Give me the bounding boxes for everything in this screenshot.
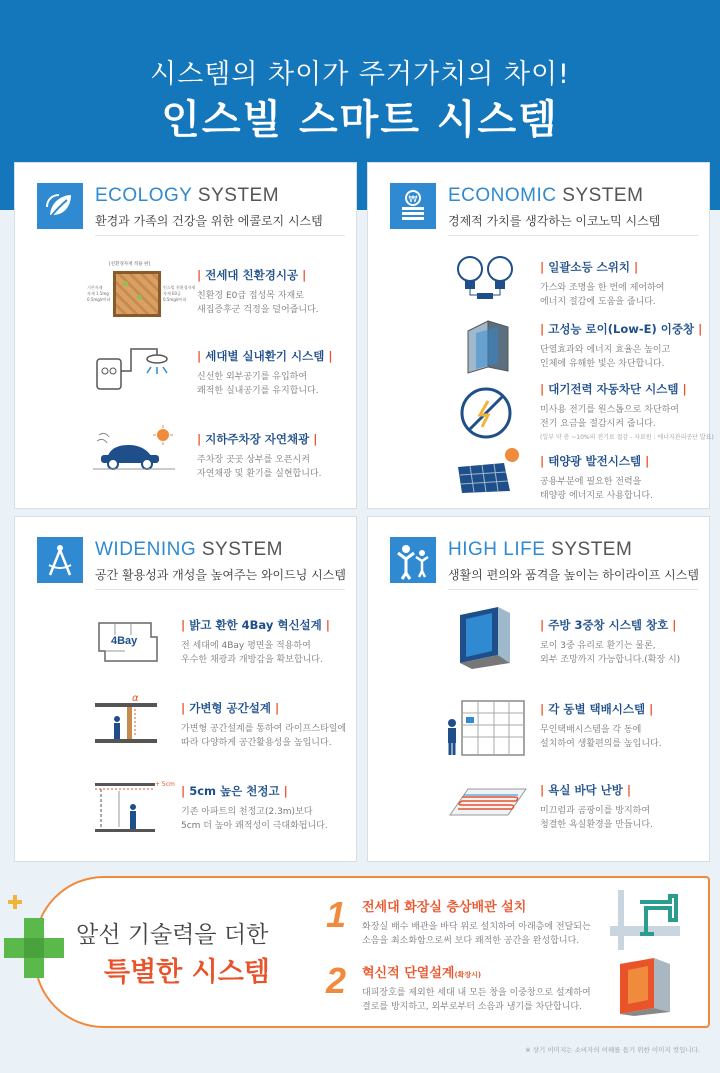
- special-number-2: 2: [326, 960, 347, 1001]
- leaf-icon: [37, 183, 83, 229]
- wide-item-1: | 밝고 환한 4Bay 혁신설계 | 전 세대에 4Bay 평면을 적용하여 우수한 채광과 개방감을 확보합니다.: [181, 618, 330, 665]
- plus-icon: [4, 918, 64, 978]
- card-ecology: [14, 162, 357, 509]
- econ-item-4: | 태양광 발전시스템 | 공용부분에 필요한 전력을 태양광 에너지로 사용합니다.: [540, 454, 653, 501]
- insulation-wall-illustration: [614, 954, 676, 1016]
- variable-space-illustration: α: [93, 695, 159, 747]
- header-title: 인스빌 스마트 시스템: [161, 97, 559, 143]
- divider: [95, 589, 345, 590]
- header-subtitle: 시스템의 차이가 주거가치의 차이!: [150, 59, 570, 90]
- ceiling-height-illustration: + 5cm: [93, 779, 177, 835]
- floor-piping-illustration: [610, 890, 680, 950]
- special-item-2: 혁신적 단열설계(확장시) 대피장호를 제외한 세대 내 모든 창을 이중창으로 설계하여 결로를 방지하고, 외부로부터 소음과 냉기를 차단합니다.: [362, 966, 591, 1012]
- floorplan-4bay-illustration: 4Bay: [95, 617, 161, 665]
- card-high-life: [367, 516, 710, 862]
- econ-item-1: | 일괄소등 스위치 | 가스와 조명을 한 번에 제어하여 에너지 절감에 도움을 줍니다.: [540, 260, 665, 307]
- card-title: ECONOMIC SYSTEM: [448, 185, 644, 206]
- floor-heating-illustration: [448, 785, 528, 825]
- money-icon: [390, 183, 436, 229]
- card-widening: [14, 516, 357, 862]
- footnote: ※ 상기 이미지는 소비자의 이해를 돕기 위한 이미지 컷입니다.: [525, 1046, 700, 1054]
- high-item-3: | 욕실 바닥 난방 | 미끄럼과 곰팡이를 방지하여 청결한 욕실환경을 만듭니다.: [540, 783, 653, 830]
- light-bulb-icon: [454, 253, 524, 301]
- divider: [95, 235, 345, 236]
- eco-item-2: | 세대별 실내환기 시스템 | 신선한 외부공기를 유입하여 쾌적한 실내공기를 유지합니다.: [197, 349, 333, 396]
- card-title: ECOLOGY SYSTEM: [95, 185, 280, 206]
- solar-panel-icon: [454, 445, 524, 495]
- wide-item-2: | 가변형 공간설계 | 가변형 공간설계를 통하여 라이프스타일에 따라 다양하게 공간활용성을 높입니다.: [181, 701, 347, 748]
- compass-icon: [37, 537, 83, 583]
- card-description: 공간 활용성과 개성을 높여주는 와이드닝 시스템: [95, 568, 346, 582]
- power-off-icon: [458, 385, 514, 441]
- divider: [448, 235, 698, 236]
- wood-material-illustration: [친환경자재 적용 판] 기존자재 자재 1.5mg 0.5mg/ℓ이하 인스빌 친환경자재 자재 E0급 0.5mg/ℓ이하: [87, 261, 187, 321]
- special-heading-line2: 특별한 시스템: [104, 957, 270, 988]
- people-icon: [390, 537, 436, 583]
- econ-item-3: | 대기전력 자동차단 시스템 | 미사용 전기를 원스톱으로 차단하여 전기 요금을 절감시켜 줍니다. (일부 약 총 ~10%의 전기료 절감 - 자료원 : 에너지관리공단 발표): [540, 382, 714, 441]
- econ-item-2: | 고성능 로이(Low-E) 이중창 | 단열효과와 에너지 효율은 높이고 인체에 유해한 빛은 차단합니다.: [540, 322, 703, 369]
- window-icon: [462, 319, 516, 375]
- triple-window-illustration: [456, 605, 518, 669]
- high-item-1: | 주방 3중창 시스템 창호 | 로이 3중 유리로 환기는 물론, 외부 조망까지 가능합니다.(확장 시): [540, 618, 681, 665]
- card-title: WIDENING SYSTEM: [95, 539, 284, 560]
- card-description: 경제적 가치를 생각하는 이코노믹 시스템: [448, 214, 661, 228]
- card-economic: [367, 162, 714, 509]
- parcel-locker-illustration: [444, 697, 526, 757]
- card-title: HIGH LIFE SYSTEM: [448, 539, 633, 560]
- ventilation-illustration: [95, 341, 175, 393]
- special-number-1: 1: [326, 894, 347, 935]
- eco-item-1: | 전세대 친환경시공 | 친환경 E0급 접성목 자재로 새집증후군 걱정을 덜어줍니다.: [197, 268, 319, 315]
- special-item-1: 전세대 화장실 층상배관 설치 화장실 배수 배관을 바닥 위로 설치하여 아래층에 전달되는 소음을 최소화함으로써 보다 쾌적한 공간을 완성합니다.: [362, 900, 591, 946]
- plus-small-icon: [8, 894, 22, 908]
- wide-item-3: | 5cm 높은 천정고 | 기존 아파트의 천정고(2.3m)보다 5cm 더 높아 쾌적성이 극대화됩니다.: [181, 784, 328, 831]
- divider: [448, 589, 698, 590]
- svg-text:₩: ₩: [408, 195, 418, 205]
- card-description: 생활의 편의와 품격을 높이는 하이라이프 시스템: [448, 568, 699, 582]
- parking-car-illustration: [93, 425, 175, 471]
- eco-item-3: | 지하주차장 자연채광 | 주차장 곳곳 상부를 오픈시켜 자연채광 및 환기를 실현합니다.: [197, 432, 322, 479]
- high-item-2: | 각 동별 택배시스템 | 무인택배시스템을 각 동에 설치하여 생활편의를 높입니다.: [540, 702, 662, 749]
- card-description: 환경과 가족의 건강을 위한 에콜로지 시스템: [95, 214, 323, 228]
- special-heading-line1: 앞선 기술력을 더한: [76, 922, 269, 948]
